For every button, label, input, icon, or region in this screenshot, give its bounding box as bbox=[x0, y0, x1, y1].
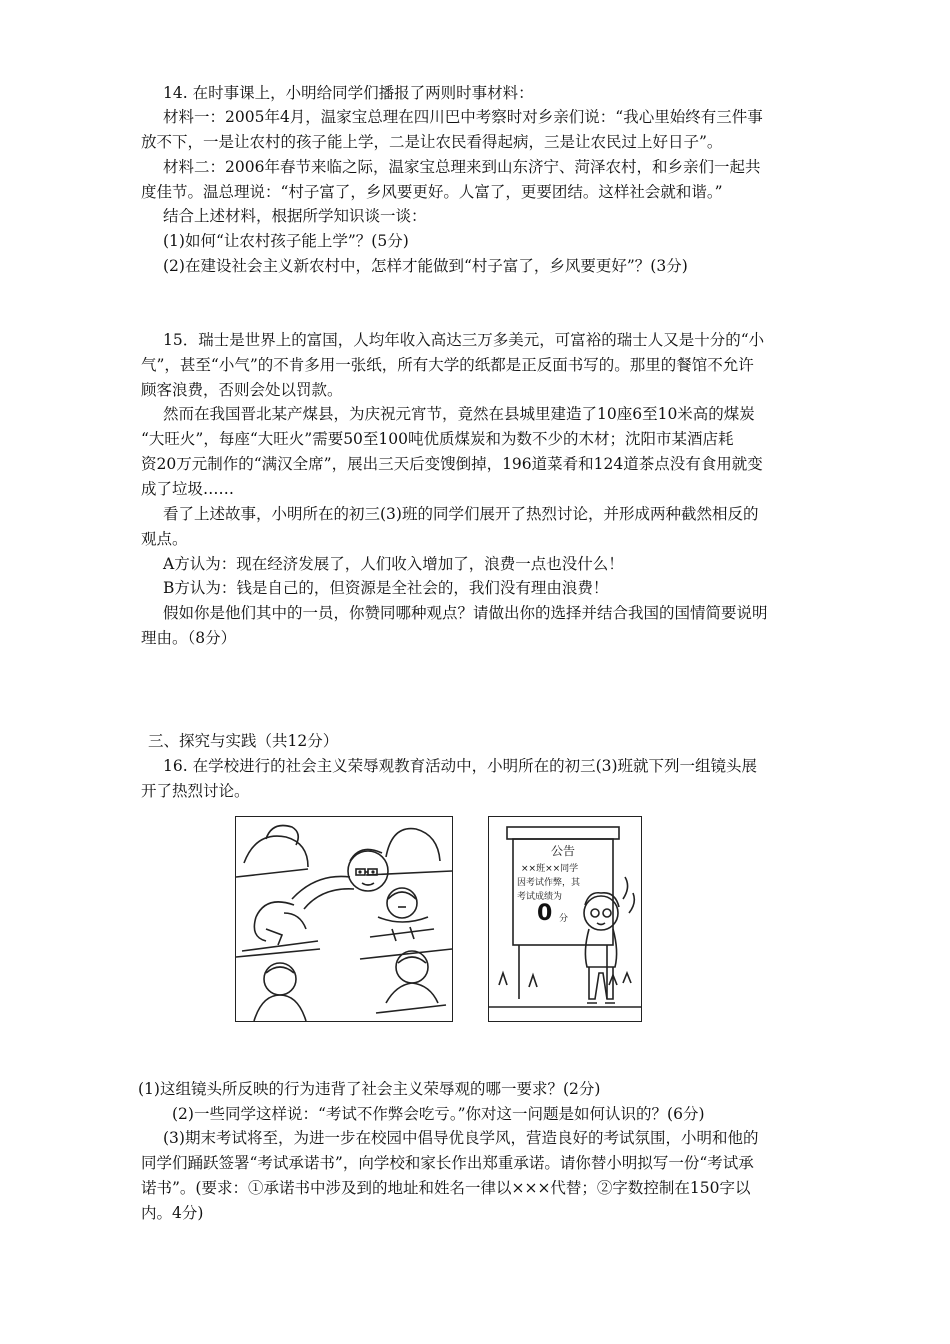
notice-score-unit: 分 bbox=[559, 914, 569, 924]
q16-sub3-line3: 诺书”。(要求：①承诺书中涉及到的地址和姓名一律以×××代替；②字数控制在150字以 bbox=[141, 1179, 751, 1197]
cartoon-cheating-classroom bbox=[235, 816, 453, 1022]
q14-line1: 14. 在时事课上，小明给同学们播报了两则时事材料： bbox=[163, 84, 534, 102]
q15-line1: 15．瑞士是世界上的富国，人均年收入高达三万多美元，可富裕的瑞士人又是十分的“小 bbox=[163, 331, 765, 349]
notice-text-2: 因考试作弊，其 bbox=[517, 878, 581, 888]
q15-line6: 资20万元制作的“满汉全席”，展出三天后变馊倒掉，196道菜肴和124道茶点没有食用就变 bbox=[141, 455, 763, 473]
cartoon-announcement bbox=[488, 816, 642, 1022]
q15-line13: 理由。（8分） bbox=[141, 629, 237, 647]
q15-line4: 然而在我国晋北某产煤县，为庆祝元宵节，竟然在县城里建造了10座6至10米高的煤炭 bbox=[163, 405, 755, 423]
q14-line6: 结合上述材料，根据所学知识谈一谈： bbox=[163, 207, 427, 225]
q16-sub3-line4: 内。4分) bbox=[141, 1204, 204, 1222]
q16-sub3-line2: 同学们踊跃签署“考试承诺书”，向学校和家长作出郑重承诺。请你替小明拟写一份“考试承 bbox=[141, 1154, 754, 1172]
notice-text-3: 考试成绩为 bbox=[517, 892, 563, 902]
q15-line5: “大旺火”，每座“大旺火”需要50至100吨优质煤炭和为数不少的木材；沈阳市某酒店耗 bbox=[141, 430, 734, 448]
notice-score: 0 bbox=[537, 901, 553, 926]
q15-line12: 假如你是他们其中的一员，你赞同哪种观点？请做出你的选择并结合我国的国情简要说明 bbox=[163, 604, 768, 622]
notice-text-1: ××班××同学 bbox=[521, 864, 579, 874]
q15-line2: 气”，甚至“小气”的不肯多用一张纸，所有大学的纸都是正反面书写的。那里的餐馆不允许 bbox=[141, 356, 754, 374]
section-3-title: 三、探究与实践（共12分） bbox=[148, 732, 339, 750]
q14-line2: 材料一：2005年4月，温家宝总理在四川巴中考察时对乡亲们说：“我心里始终有三件事 bbox=[163, 108, 763, 126]
notice-title: 公告 bbox=[551, 844, 576, 858]
q15-viewpoint-b: B方认为：钱是自己的，但资源是全社会的，我们没有理由浪费！ bbox=[163, 579, 609, 597]
q15-line9: 观点。 bbox=[141, 530, 188, 548]
q16-sub3-line1: (3)期末考试将至，为进一步在校园中倡导优良学风，营造良好的考试氛围，小明和他的 bbox=[163, 1129, 759, 1147]
q15-line7: 成了垃圾…… bbox=[141, 480, 235, 498]
q15-line3: 顾客浪费，否则会处以罚款。 bbox=[141, 381, 343, 399]
q14-sub1: (1)如何“让农村孩子能上学”？(5分) bbox=[163, 232, 409, 250]
q15-viewpoint-a: A方认为：现在经济发展了，人们收入增加了，浪费一点也没什么！ bbox=[163, 555, 624, 573]
q16-line1: 16. 在学校进行的社会主义荣辱观教育活动中，小明所在的初三(3)班就下列一组镜头展 bbox=[163, 757, 758, 775]
q14-line5: 度佳节。温总理说：“村子富了，乡风要更好。人富了，更要团结。这样社会就和谐。” bbox=[141, 183, 723, 201]
q16-line2: 开了热烈讨论。 bbox=[141, 782, 250, 800]
q14-line3: 放不下，一是让农村的孩子能上学，二是让农民看得起病，三是让农民过上好日子”。 bbox=[141, 133, 723, 151]
cheating-illustration bbox=[236, 817, 452, 1021]
q16-sub2: (2)一些同学这样说：“考试不作弊会吃亏。”你对这一问题是如何认识的？(6分) bbox=[172, 1105, 705, 1123]
q14-sub2: (2)在建设社会主义新农村中，怎样才能做到“村子富了，乡风要更好”？(3分) bbox=[163, 257, 688, 275]
q14-line4: 材料二：2006年春节来临之际，温家宝总理来到山东济宁、菏泽农村，和乡亲们一起共 bbox=[163, 158, 761, 176]
q15-line8: 看了上述故事，小明所在的初三(3)班的同学们展开了热烈讨论，并形成两种截然相反的 bbox=[163, 505, 759, 523]
q16-sub1: (1)这组镜头所反映的行为违背了社会主义荣辱观的哪一要求？(2分) bbox=[138, 1080, 601, 1098]
